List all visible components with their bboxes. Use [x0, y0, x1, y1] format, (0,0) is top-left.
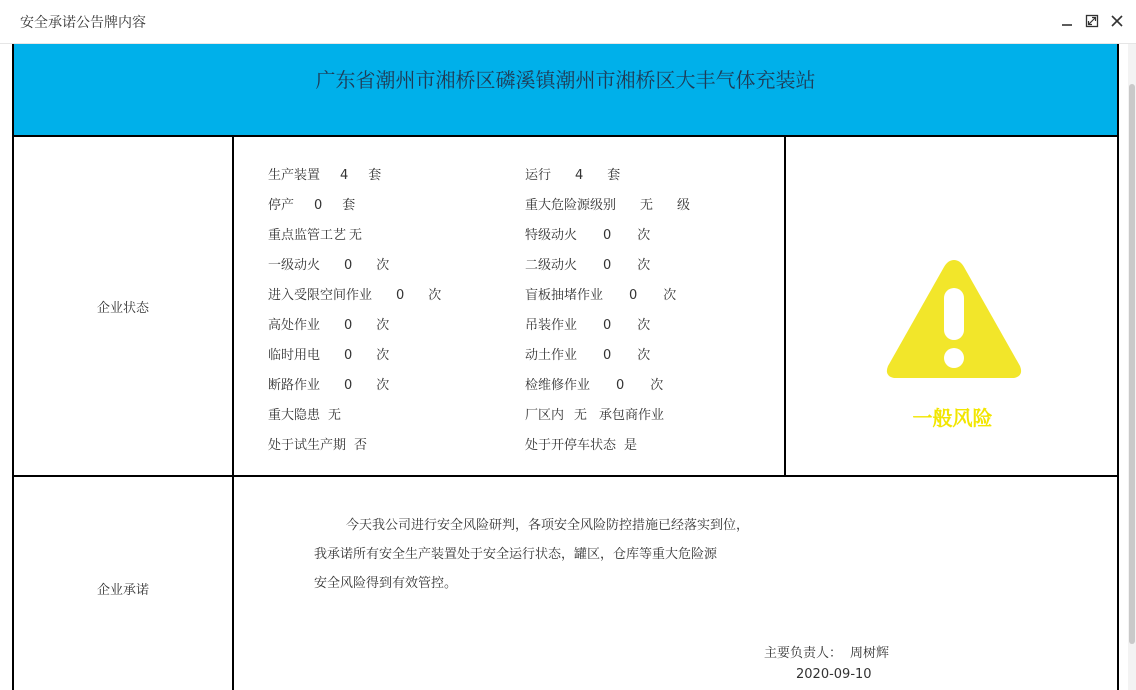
status-row	[14, 137, 1117, 477]
status-item-lifting: 吊装作业 0 次	[525, 318, 651, 333]
status-item-contractor: 厂区内 无 承包商作业	[525, 408, 665, 423]
status-item-startup-shutdown: 处于开停车状态 是	[525, 438, 638, 453]
status-item-hotwork-2: 二级动火 0 次	[525, 258, 651, 273]
commitment-content	[236, 477, 1117, 690]
signer-name: 周树辉	[850, 646, 890, 661]
warning-triangle-icon	[884, 254, 1024, 388]
dialog-titlebar	[0, 0, 1136, 44]
status-item-running: 运行 4 套	[525, 168, 621, 183]
signer-label: 主要负责人：	[764, 646, 843, 661]
commitment-line-1: 今天我公司进行安全风险研判，各项安全风险防控措施已经落实到位，	[346, 518, 750, 533]
status-label: 企业状态	[14, 137, 234, 475]
status-item-trial-production: 处于试生产期 否	[268, 438, 368, 453]
commitment-label: 企业承诺	[14, 477, 234, 690]
status-item-hazard-level: 重大危险源级别 无 级	[525, 198, 691, 213]
status-item-major-hazard: 重大隐患 无	[268, 408, 342, 423]
status-item-height-work: 高处作业 0 次	[268, 318, 390, 333]
risk-level-text: 一般风险	[912, 406, 993, 430]
status-item-key-process: 重点监管工艺 无	[268, 228, 363, 243]
status-item-hotwork-special: 特级动火 0 次	[525, 228, 651, 243]
responsible-person	[764, 642, 889, 661]
risk-level-panel	[788, 137, 1117, 475]
maximize-icon[interactable]	[1083, 12, 1101, 30]
dialog-title: 安全承诺公告牌内容	[20, 15, 146, 31]
announcement-board	[12, 44, 1119, 690]
status-item-confined-space: 进入受限空间作业 0 次	[268, 288, 442, 303]
company-banner	[14, 44, 1117, 137]
status-item-road-break: 断路作业 0 次	[268, 378, 390, 393]
status-item-excavation: 动土作业 0 次	[525, 348, 651, 363]
commitment-row	[14, 477, 1117, 690]
status-item-maintenance: 检维修作业 0 次	[525, 378, 664, 393]
minimize-icon[interactable]	[1058, 12, 1076, 30]
status-item-hotwork-1: 一级动火 0 次	[268, 258, 390, 273]
status-details	[236, 137, 786, 475]
vertical-scrollbar[interactable]	[1128, 44, 1136, 690]
commitment-date: 2020-09-10	[796, 667, 872, 682]
close-icon[interactable]	[1108, 12, 1126, 30]
status-item-shutdown: 停产 0 套	[268, 198, 356, 213]
commitment-line-3: 安全风险得到有效管控。	[314, 576, 458, 591]
company-name: 广东省潮州市湘桥区磷溪镇潮州市湘桥区大丰气体充装站	[315, 68, 816, 92]
status-item-temp-power: 临时用电 0 次	[268, 348, 390, 363]
status-item-blind-plate: 盲板抽堵作业 0 次	[525, 288, 677, 303]
status-item-production-units: 生产装置 4 套	[268, 168, 382, 183]
scrollbar-thumb[interactable]	[1129, 84, 1135, 644]
dialog-body	[0, 44, 1136, 690]
commitment-line-2: 我承诺所有安全生产装置处于安全运行状态，罐区，仓库等重大危险源	[314, 547, 718, 562]
